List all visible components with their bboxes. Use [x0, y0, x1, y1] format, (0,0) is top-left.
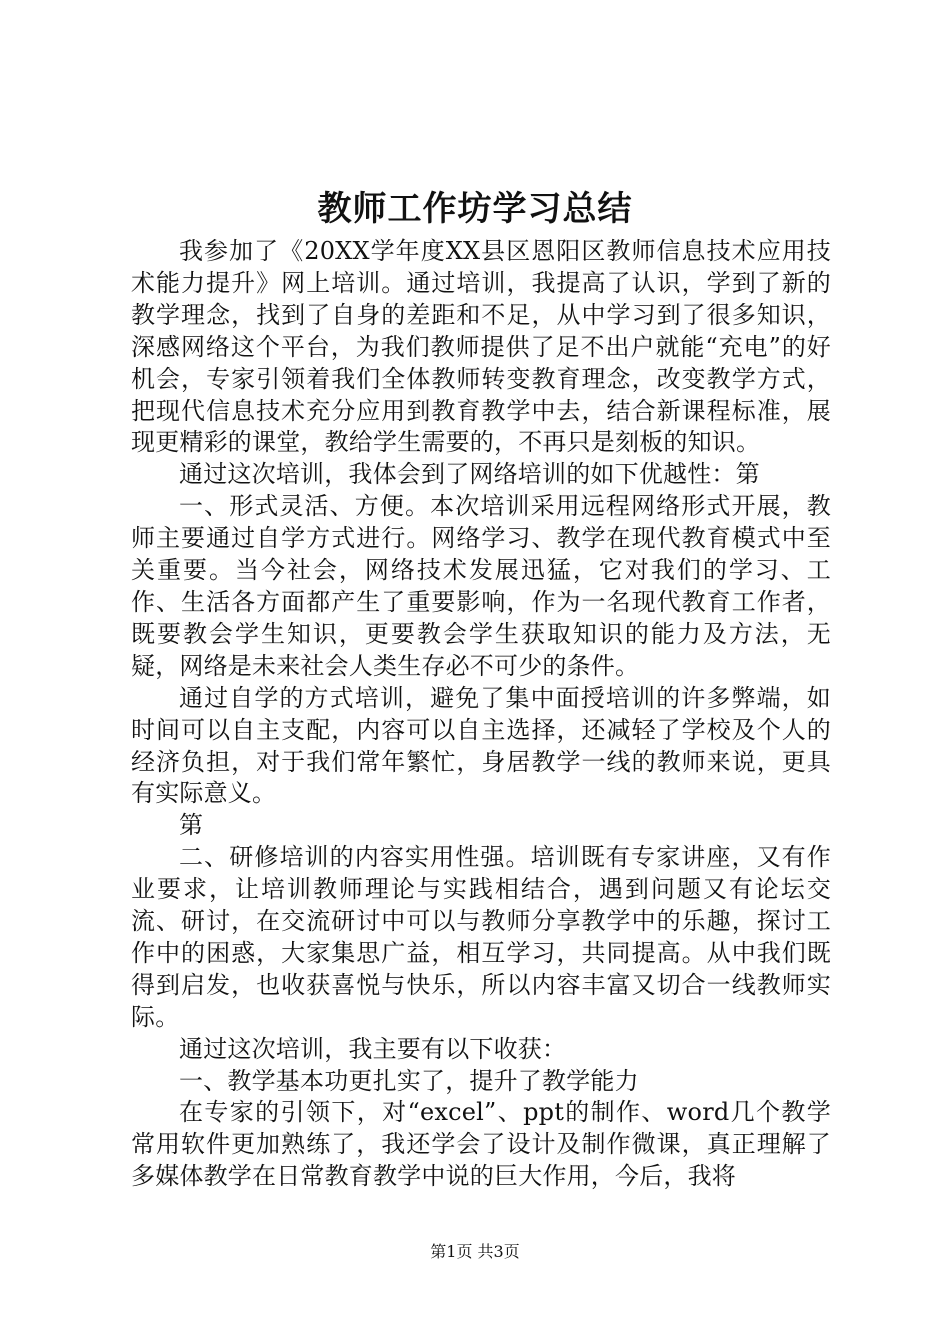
paragraph: 通过这次培训，我主要有以下收获： — [179, 1034, 567, 1063]
paragraph: 一、形式灵活、方便。本次培训采用远程网络形式开展，教师主要通过自学方式进行。网络学习、教学在现代教育模式中至关重要。当今社会，网络技术发展迅猛，它对我们的学习、工作、生活各方面都产生了重要影响，作为一名现代教育工作者，既要教会学生知识，更要教会学生获取知识的能力及方法，无疑，网络是未来社会人类生存必不可少的条件。 — [131, 492, 831, 680]
document-title: 教师工作坊学习总结 — [317, 189, 633, 229]
paragraph: 在专家的引领下，对“excel”、ppt的制作、word几个教学常用软件更加熟练了，我还学会了设计及制作微课，真正理解了多媒体教学在日常教育教学中说的巨大作用，今后，我将 — [131, 1098, 831, 1191]
page-number-footer: 第1页 共3页 — [430, 1242, 520, 1261]
paragraph: 二、研修培训的内容实用性强。培训既有专家讲座，又有作业要求，让培训教师理论与实践相结合，遇到问题又有论坛交流、研讨，在交流研讨中可以与教师分享教学中的乐趣，探讨工作中的困惑，大家集思广益，相互学习，共同提高。从中我们既得到启发，也收获喜悦与快乐，所以内容丰富又切合一线教师实际。 — [131, 843, 831, 1031]
paragraph: 一、教学基本功更扎实了，提升了教学能力 — [179, 1066, 639, 1095]
paragraph: 通过这次培训，我体会到了网络培训的如下优越性：第 — [179, 460, 760, 489]
document-body — [131, 236, 831, 1193]
paragraph: 通过自学的方式培训，避免了集中面授培训的许多弊端，如时间可以自主支配，内容可以自主选择，还减轻了学校及个人的经济负担，对于我们常年繁忙，身居教学一线的教师来说，更具有实际意义。 — [131, 683, 831, 808]
paragraph: 第 — [179, 811, 204, 840]
paragraph: 我参加了《20XX学年度XX县区恩阳区教师信息技术应用技术能力提升》网上培训。通过培训，我提高了认识，学到了新的教学理念，找到了自身的差距和不足，从中学习到了很多知识，深感网络这个平台，为我们教师提供了足不出户就能“充电”的好机会，专家引领着我们全体教师转变教育理念，改变教学方式，把现代信息技术充分应用到教育教学中去，结合新课程标准，展现更精彩的课堂，教给学生需要的，不再只是刻板的知识。 — [131, 237, 831, 457]
